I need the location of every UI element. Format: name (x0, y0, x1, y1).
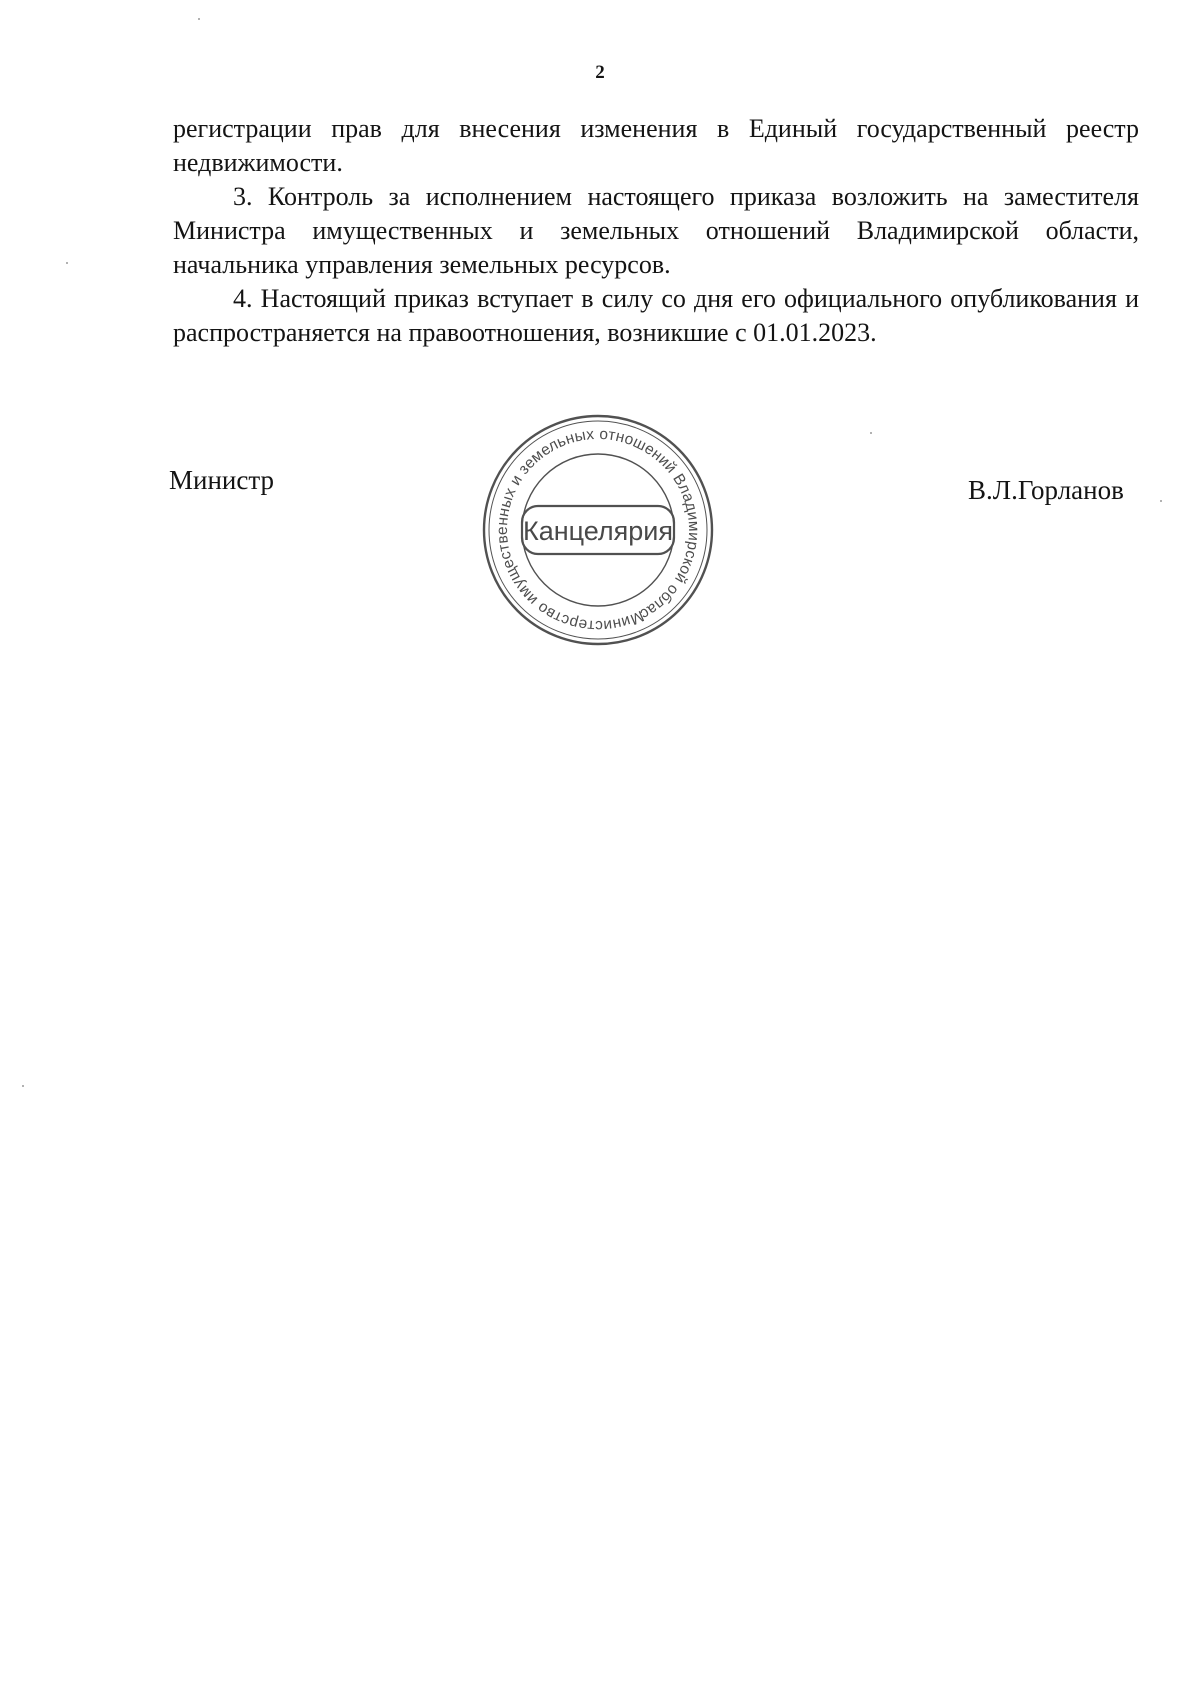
scan-speck (198, 18, 200, 20)
paragraph-continuation: регистрации прав для внесения изменения в Единый государственный реестр недвижимости. (173, 114, 1139, 177)
scan-speck (66, 262, 68, 264)
page-number: 2 (595, 62, 605, 83)
signatory-name: В.Л.Горланов (968, 475, 1124, 505)
seal-ring-textpath: Министерство имущественных и земельных отношений Владимирской области (493, 425, 703, 635)
body-text (173, 112, 1139, 350)
scan-speck (1160, 500, 1162, 502)
seal-center-text: Канцелярия (522, 516, 674, 546)
office-seal-stamp (478, 410, 718, 650)
scan-speck (870, 432, 872, 434)
scan-speck (22, 1085, 24, 1087)
paragraph-4: 4. Настоящий приказ вступает в силу со дня его официального опубликования и распространяется на правоотношения, возникшие с 01.01.2023. (173, 284, 1139, 347)
paragraph-3: 3. Контроль за исполнением настоящего приказа возложить на заместителя Министра имущественных и земельных отношений Владимирской области, начальника управления земельных ресурсов. (173, 182, 1139, 279)
signatory-position: Министр (169, 465, 274, 495)
